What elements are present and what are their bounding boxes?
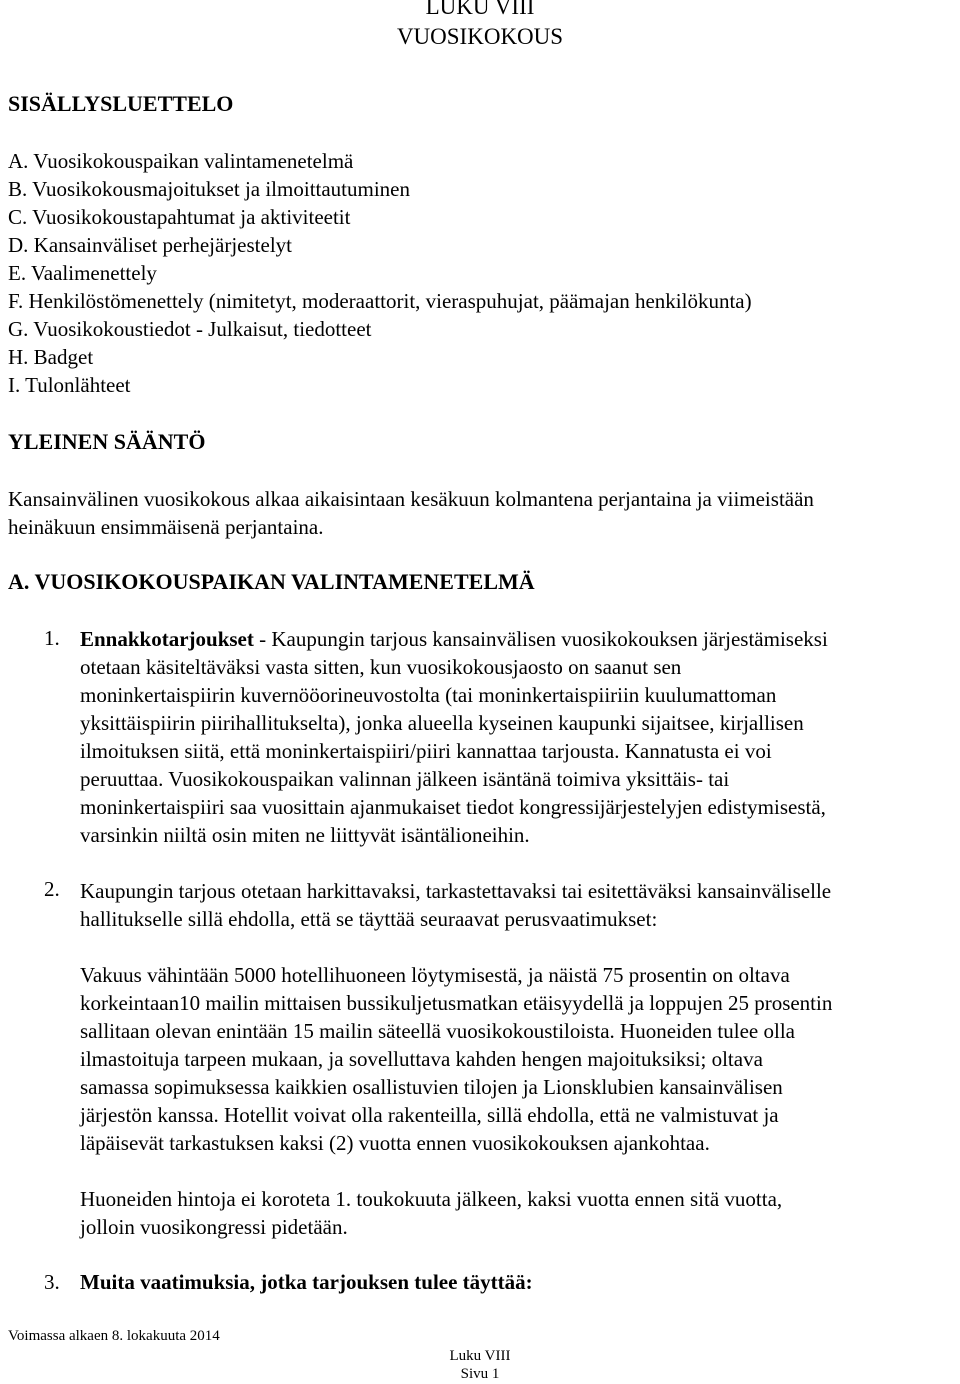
chapter-number: LUKU VIII [425,0,535,19]
item-2-p3-line: Huoneiden hintoja ei koroteta 1. toukokuuta jälkeen, kaksi vuotta ennen sitä vuotta, [80,1187,783,1211]
item-2-number: 2. [44,877,60,901]
item-2-paragraph-3 [80,1185,782,1241]
item-2-p2-line: Vakuus vähintään 5000 hotellihuoneen löytymisestä, ja näistä 75 prosentin on oltava [80,963,790,987]
item-1-line: ilmoituksen siitä, että moninkertaispiiri/piiri kannattaa tarjousta. Kannatusta ei voi [80,739,772,763]
toc-item-d: D. Kansainväliset perhejärjestelyt [8,233,292,257]
toc-heading: SISÄLLYSLUETTELO [8,91,234,116]
footer-page-number: Sivu 1 [460,1366,500,1382]
item-2-p2-line: ilmastoituja tarpeen mukaan, ja sovelluttava kahden hengen majoituksiksi; oltava [80,1047,763,1071]
toc-item-g: G. Vuosikokoustiedot - Julkaisut, tiedotteet [8,317,372,341]
toc-item-b: B. Vuosikokousmajoitukset ja ilmoittautuminen [8,177,411,201]
item-1-line: otetaan käsiteltäväksi vasta sitten, kun vuosikokousjaosto on saanut sen [80,655,682,679]
item-2-p2-line: järjestön kanssa. Hotellit voivat olla rakenteilla, sillä ehdolla, että ne valmistuvat ja [80,1103,779,1127]
toc-list [8,147,752,399]
toc-item-c: C. Vuosikokoustapahtumat ja aktiviteetit [8,205,351,229]
item-3-number: 3. [44,1270,60,1294]
item-2-p2-line: samassa sopimuksessa kaikkien osallistuvien tilojen ja Lionsklubien kansainvälisen [80,1075,783,1099]
item-1-line: yksittäispiirin piirihallitukselta), jonka alueella kyseinen kaupunki sijaitsee, kirjallisen [80,711,804,735]
general-rule-line: Kansainvälinen vuosikokous alkaa aikaisintaan kesäkuun kolmantena perjantaina ja viimeistään [8,487,814,511]
footer-chapter: Luku VIII [449,1348,511,1364]
item-2-p3-line: jolloin vuosikongressi pidetään. [80,1215,348,1239]
toc-item-i: I. Tulonlähteet [8,373,131,397]
item-2-p2-line: läpäisevät tarkastuksen kaksi (2) vuotta ennen vuosikokouksen ajankohtaa. [80,1131,710,1155]
item-3-heading: Muita vaatimuksia, jotka tarjouksen tulee täyttää: [80,1270,533,1294]
item-1-first-rest: - Kaupungin tarjous kansainvälisen vuosikokouksen järjestämiseksi [253,627,828,651]
item-1-line: peruuttaa. Vuosikokouspaikan valinnan jälkeen isäntänä toimiva yksittäis- tai [80,767,730,791]
item-1-text [80,625,828,849]
item-2-p2-line: sallitaan olevan enintään 15 mailin säteellä vuosikokoustiloista. Huoneiden tulee olla [80,1019,795,1043]
general-rule-heading: YLEINEN SÄÄNTÖ [8,429,206,454]
item-1-number: 1. [44,626,60,650]
toc-item-a: A. Vuosikokouspaikan valintamenetelmä [8,149,354,173]
item-1-line-1 [80,625,828,653]
toc-item-h: H. Badget [8,345,94,369]
item-2-paragraph-2 [80,961,832,1157]
item-2-line: Kaupungin tarjous otetaan harkittavaksi, tarkastettavaksi tai esitettäväksi kansainväliselle [80,879,832,903]
footer-valid-from: Voimassa alkaen 8. lokakuuta 2014 [8,1328,220,1344]
chapter-title: VUOSIKOKOUS [396,24,564,49]
general-rule-line: heinäkuun ensimmäisenä perjantaina. [8,515,324,539]
item-2-p2-line: korkeintaan10 mailin mittaisen bussikuljetusmatkan etäisyydellä ja loppujen 25 prosentin [80,991,833,1015]
toc-item-f: F. Henkilöstömenettely (nimitetyt, moderaattorit, vieraspuhujat, päämajan henkilökunta) [8,289,752,313]
item-1-line: varsinkin niiltä osin miten ne liittyvät isäntälioneihin. [80,823,530,847]
item-2-line: hallitukselle sillä ehdolla, että se täyttää seuraavat perusvaatimukset: [80,907,658,931]
item-1-line: moninkertaispiiri saa vuosittain ajanmukaiset tiedot kongressijärjestelyjen edistymisestä, [80,795,826,819]
item-1-line: moninkertaispiirin kuvernööorineuvostolta (tai moninkertaispiiriin kuulumattoman [80,683,777,707]
toc-item-e: E. Vaalimenettely [8,261,157,285]
section-a-heading: A. VUOSIKOKOUSPAIKAN VALINTAMENETELMÄ [8,569,535,594]
item-2-text [80,877,831,933]
general-rule-text [8,485,814,541]
item-1-bold-term: Ennakkotarjoukset [80,627,254,651]
